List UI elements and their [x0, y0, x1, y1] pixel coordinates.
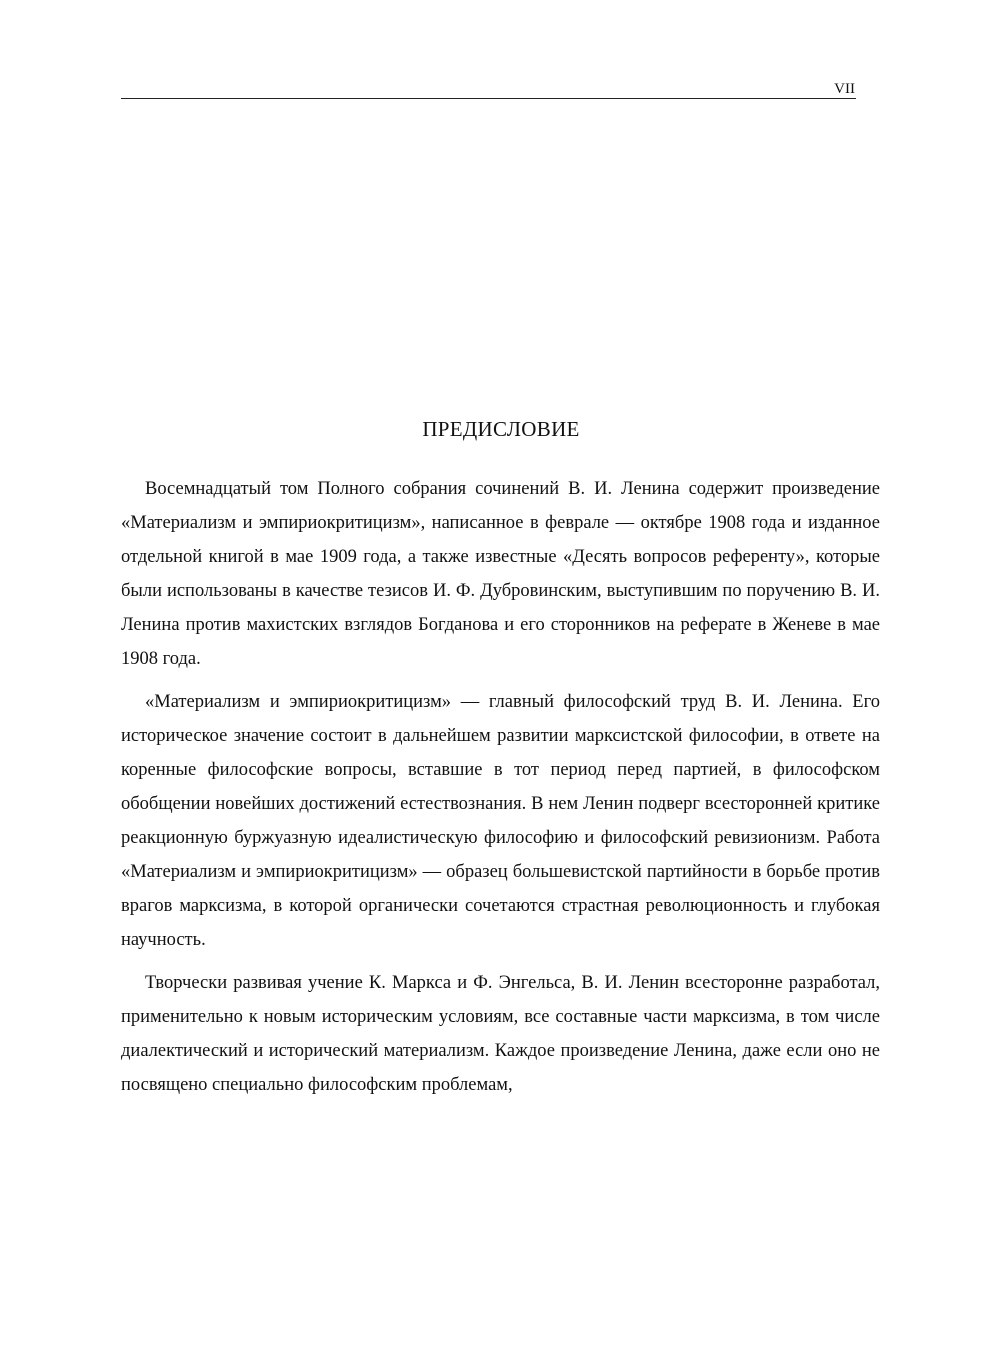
header-rule	[121, 98, 856, 99]
paragraph-1: Восемнадцатый том Полного собрания сочинений В. И. Ленина содержит произведение «Материализм и эмпириокритицизм», написанное в феврале — октябре 1908 года и изданное отдельной книгой в мае 1909 года, а также известные «Десять вопросов референту», которые были использованы в качестве тезисов И. Ф. Дубровинским, выступившим по поручению В. И. Ленина против махистских взглядов Богданова и его сторонников на реферате в Женеве в мае 1908 года.	[121, 479, 880, 669]
paragraph-3: Творчески развивая учение К. Маркса и Ф. Энгельса, В. И. Ленин всесторонне разработал, применительно к новым историческим условиям, все составные части марксизма, в том числе диалектический и исторический материализм. Каждое произведение Ленина, даже если оно не посвящено специально философским проблемам,	[121, 973, 880, 1095]
paragraph-2: «Материализм и эмпириокритицизм» — главный философский труд В. И. Ленина. Его историческое значение состоит в дальнейшем развитии марксистской философии, в ответе на коренные философские вопросы, вставшие в тот период перед партией, в философском обобщении новейших достижений естествознания. В нем Ленин подверг всесторонней критике реакционную буржуазную идеалистическую философию и философский ревизионизм. Работа «Материализм и эмпириокритицизм» — образец большевистской партийности в борьбе против врагов марксизма, в которой органически сочетаются страстная революционность и глубокая научность.	[121, 692, 880, 950]
body-text	[121, 472, 880, 1111]
section-title: ПРЕДИСЛОВИЕ	[422, 417, 580, 441]
page-number: VII	[834, 81, 855, 97]
